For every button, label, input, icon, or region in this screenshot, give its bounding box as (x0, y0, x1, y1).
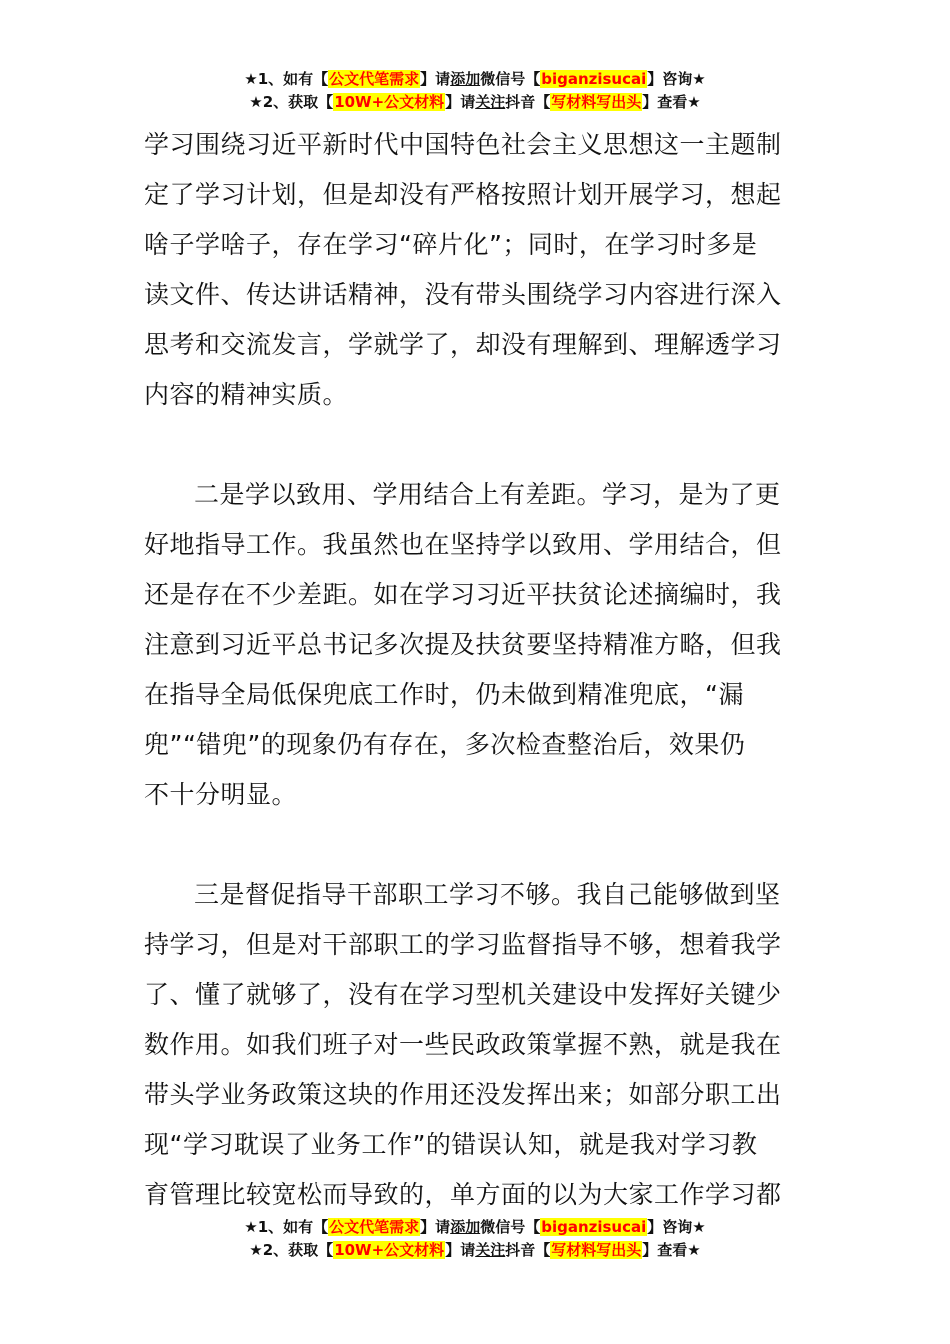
promo-line2-pre-text: 2、获取【 (262, 1241, 334, 1259)
paragraph-line: 还是存在不少差距。如在学习习近平扶贫论述摘编时，我 (144, 580, 782, 609)
promo-line2-underline: 关注 (475, 1241, 506, 1259)
promo-line1-underline: 添加 (450, 1218, 481, 1236)
promo-line1-highlight-2: biganzisucai (541, 70, 647, 88)
promo-line-1 (0, 1216, 950, 1239)
paragraph-line: 注意到习近平总书记多次提及扶贫要坚持精准方略，但我 (144, 630, 782, 659)
paragraph-line: 带头学业务政策这块的作用还没发挥出来；如部分职工出 (144, 1080, 782, 1109)
paragraph-line: 定了学习计划，但是却没有严格按照计划开展学习，想起 (144, 180, 782, 209)
paragraph-3 (144, 870, 809, 1220)
promo-line-2 (0, 91, 950, 114)
promo-line1-post: 】咨询★ (647, 70, 706, 88)
paragraph-line: 好地指导工作。我虽然也在坚持学以致用、学用结合，但 (144, 530, 782, 559)
promo-line1-highlight-1: 公文代笔需求 (329, 70, 420, 88)
promo-line1-pre: ★ (244, 70, 258, 88)
promo-line2-mid-1: 】请 (445, 93, 476, 111)
paragraph-line: 三是督促指导干部职工学习不够。我自己能够做到坚 (194, 880, 781, 909)
promo-line2-mid-2: 抖音【 (505, 93, 551, 111)
promo-line1-underline: 添加 (450, 70, 481, 88)
paragraph-line: 不十分明显。 (144, 780, 298, 809)
paragraph-gap (144, 420, 809, 470)
promo-line2-post: 】查看★ (642, 1241, 701, 1259)
paragraph-1 (144, 120, 809, 420)
promo-footer-bottom (0, 1216, 950, 1262)
promo-line1-star: ★ (244, 1218, 258, 1236)
promo-line-1 (0, 68, 950, 91)
promo-line2-star: ★ (249, 1241, 263, 1259)
paragraph-line: 啥子学啥子，存在学习“碎片化”；同时，在学习时多是 (144, 230, 758, 259)
promo-line2-post: 】查看★ (642, 93, 701, 111)
promo-line1-mid-2: 微信号【 (480, 1218, 541, 1236)
paragraph-2 (144, 470, 809, 820)
paragraph-line: 育管理比较宽松而导致的，单方面的以为大家工作学习都 (144, 1180, 782, 1209)
promo-line2-star: ★ (249, 93, 263, 111)
paragraph-gap (144, 820, 809, 870)
paragraph-line: 内容的精神实质。 (144, 380, 349, 409)
promo-line2-highlight-1: 10W+公文材料 (334, 93, 445, 111)
promo-line2-highlight-2: 写材料写出头 (551, 93, 642, 111)
paragraph-line: 读文件、传达讲话精神，没有带头围绕学习内容进行深入 (144, 280, 782, 309)
promo-line1-mid-1: 】请 (420, 1218, 451, 1236)
promo-line2-mid-1: 】请 (445, 1241, 476, 1259)
paragraph-line: 现“学习耽误了业务工作”的错误认知，就是我对学习教 (144, 1130, 758, 1159)
paragraph-line: 学习围绕习近平新时代中国特色社会主义思想这一主题制 (144, 130, 782, 159)
paragraph-line: 持学习，但是对干部职工的学习监督指导不够，想着我学 (144, 930, 782, 959)
promo-line1-mid-1: 】请 (420, 70, 451, 88)
promo-line1-post: 】咨询★ (647, 1218, 706, 1236)
promo-line2-pre-text: 2、获取【 (262, 93, 334, 111)
paragraph-line: 在指导全局低保兜底工作时，仍未做到精准兜底，“漏 (144, 680, 744, 709)
paragraph-line: 兜”“错兜”的现象仍有存在，多次检查整治后，效果仍 (144, 730, 746, 759)
promo-line1-highlight-2: biganzisucai (541, 1218, 647, 1236)
promo-line1-mid-2: 微信号【 (480, 70, 541, 88)
promo-line2-underline: 关注 (475, 93, 506, 111)
paragraph-line: 思考和交流发言，学就学了，却没有理解到、理解透学习 (144, 330, 782, 359)
promo-line2-highlight-1: 10W+公文材料 (334, 1241, 445, 1259)
paragraph-line: 二是学以致用、学用结合上有差距。学习，是为了更 (194, 480, 781, 509)
promo-line-2 (0, 1239, 950, 1262)
paragraph-line: 数作用。如我们班子对一些民政政策掌握不熟，就是我在 (144, 1030, 782, 1059)
promo-line2-highlight-2: 写材料写出头 (551, 1241, 642, 1259)
document-body (144, 120, 809, 1220)
promo-line2-mid-2: 抖音【 (505, 1241, 551, 1259)
promo-header-top (0, 68, 950, 114)
paragraph-line: 了、懂了就够了，没有在学习型机关建设中发挥好关键少 (144, 980, 782, 1009)
promo-line1-highlight-1: 公文代笔需求 (329, 1218, 420, 1236)
promo-line1-pre-text: 1、如有【 (257, 1218, 329, 1236)
promo-line1-pre-text: 1、如有【 (257, 70, 329, 88)
